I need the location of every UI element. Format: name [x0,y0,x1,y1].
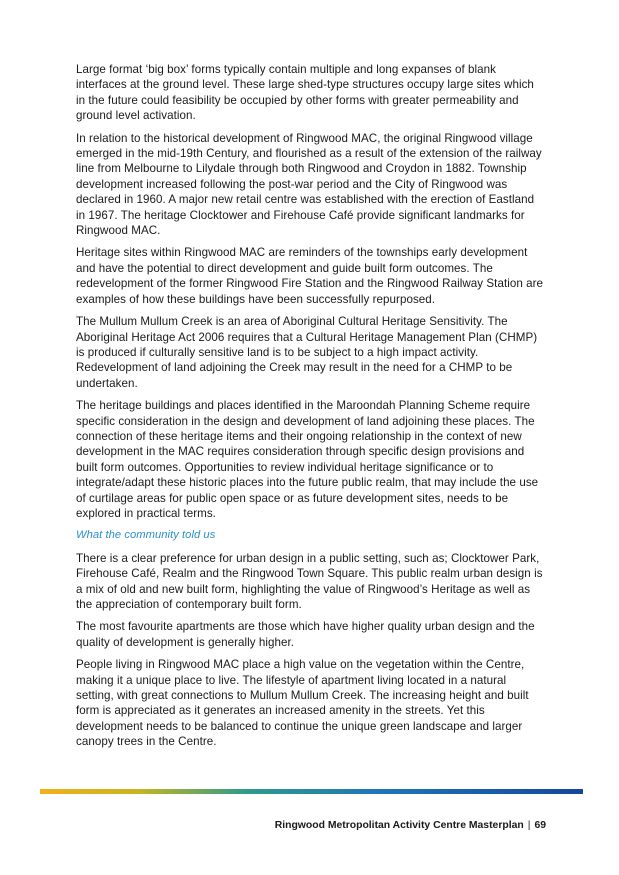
paragraph-vegetation: People living in Ringwood MAC place a high value on the vegetation within the Centre, making it a unique place to live. The lifestyle of apartment living located in a natural setting, with great connections to Mullum Mullum Creek. The increasing height and built form is appreciated as it generates an increased amenity in the streets. Yet this development needs to be balanced to continue the unique green landscape and larger canopy trees in the Centre. [76,658,529,749]
footer-gradient-bar [40,789,583,794]
footer-title: Ringwood Metropolitan Activity Centre Masterplan [274,820,524,831]
body-text [76,62,546,757]
paragraph-apartments: The most favourite apartments are those which have higher quality urban design and the quality of development is generally higher. [76,620,535,649]
paragraph-big-box: Large format ‘big box’ forms typically contain multiple and long expanses of blank interfaces at the ground level. These large shed-type structures occupy large sites which in the future could feasibility be occupied by other forms with greater permeability and ground level activation. [76,63,534,123]
paragraph-urban-design: There is a clear preference for urban design in a public setting, such as; Clocktower Park, Firehouse Café, Realm and the Ringwood Town Square. This public realm urban design is a mix of old and new built form, highlighting the value of Ringwood’s Heritage as well as the appreciation of contemporary built form. [76,551,543,611]
paragraph-history: In relation to the historical development of Ringwood MAC, the original Ringwood village emerged in the mid-19th Century, and flourished as a result of the extension of the railway line from Melbourne to Lilydale through both Ringwood and Croydon in 1882. Township development increased following the post-war period and the City of Ringwood was declared in 1960. A major new retail centre was established with the erection of Eastland in 1967. The heritage Clocktower and Firehouse Café provide significant landmarks for Ringwood MAC. [76,131,542,238]
section-subheading: What the community told us [76,529,216,542]
paragraph-heritage-buildings: The heritage buildings and places identified in the Maroondah Planning Scheme require specific consideration in the design and development of land adjoining these places. The connection of these heritage items and their ongoing relationship in the context of new development in the MAC requires consideration through specific design provisions and built form outcomes. Opportunities to review individual heritage significance or to integrate/adapt these historic places into the future public realm, that may include the use of curtilage areas for public open space or as future development sites, needs to be explored in practical terms. [76,399,539,520]
footer-separator: | [527,820,531,831]
page-footer [275,820,546,831]
paragraph-heritage-sites: Heritage sites within Ringwood MAC are reminders of the townships early development and have the potential to direct development and guide built form outcomes. The redevelopment of the former Ringwood Fire Station and the Ringwood Railway Station are examples of how these buildings have been successfully repurposed. [76,246,544,306]
page-number: 69 [534,820,546,831]
paragraph-mullum-creek: The Mullum Mullum Creek is an area of Aboriginal Cultural Heritage Sensitivity. The Aboriginal Heritage Act 2006 requires that a Cultural Heritage Management Plan (CHMP) is produced if culturally sensitive land is to be subject to a high impact activity. Redevelopment of land adjoining the Creek may result in the need for a CHMP to be undertaken. [76,315,538,390]
